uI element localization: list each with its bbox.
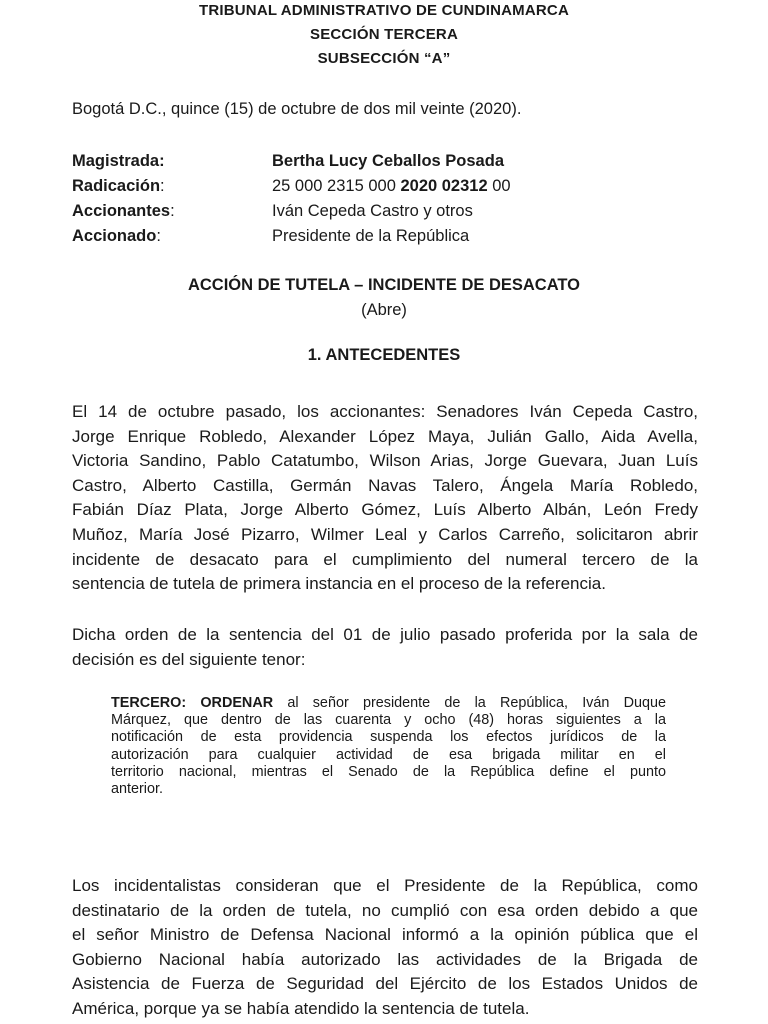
paragraph-line: decisión es del siguiente tenor: xyxy=(72,649,306,669)
accionantes-label-wrap xyxy=(72,202,272,221)
paragraph-orden xyxy=(72,623,698,672)
radicacion-value xyxy=(272,177,511,196)
paragraph-line: destinatario de la orden de tutela, no cumplió con esa orden debido a que xyxy=(72,900,698,920)
accionado-label-wrap xyxy=(72,227,272,246)
paragraph-line: sentencia de tutela de primera instancia en el proceso de la referencia. xyxy=(72,574,606,594)
paragraph-line: Gobierno Nacional había autorizado las actividades de la Brigada de xyxy=(72,949,698,969)
paragraph-line: Los incidentalistas consideran que el Presidente de la República, como xyxy=(72,876,698,895)
radicacion-colon: : xyxy=(160,177,165,195)
document-subtitle: (Abre) xyxy=(361,301,407,319)
paragraph-incidentalistas xyxy=(72,874,698,1022)
meta-accionado xyxy=(72,227,712,246)
radicacion-label: Radicación xyxy=(72,177,161,195)
quote-line: notificación de esta providencia suspenda los efectos jurídicos de la xyxy=(111,729,666,746)
quote-lead: TERCERO: ORDENAR xyxy=(111,695,274,711)
meta-magistrada xyxy=(72,152,712,171)
paragraph-line: Fabián Díaz Plata, Jorge Alberto Gómez, Luís Alberto Albán, León Fredy xyxy=(72,500,698,520)
magistrada-label: Magistrada: xyxy=(72,152,165,170)
paragraph-line: el señor Ministro de Defensa Nacional informó a la opinión pública que el xyxy=(72,925,698,945)
paragraph-line: incidente de desacato para el cumplimiento del numeral tercero de la xyxy=(72,549,698,569)
paragraph-line: Victoria Sandino, Pablo Catatumbo, Wilson Arias, Jorge Guevara, Juan Luís xyxy=(72,451,698,471)
paragraph-line: Asistencia de Fuerza de Seguridad del Ejército de los Estados Unidos de xyxy=(72,974,698,994)
section-name: SECCIÓN TERCERA xyxy=(309,26,458,43)
quote-line: Márquez, que dentro de las cuarenta y ocho (48) horas siguientes a la xyxy=(111,712,666,729)
quote-line: anterior. xyxy=(111,780,163,797)
accionado-colon: : xyxy=(156,227,161,245)
accionantes-value: Iván Cepeda Castro y otros xyxy=(272,202,473,220)
radicacion-value-b: 2020 02312 xyxy=(400,177,488,195)
radicacion-label-wrap xyxy=(72,177,272,196)
accionantes-colon: : xyxy=(170,202,175,220)
meta-radicacion xyxy=(72,177,712,196)
accionado-label: Accionado xyxy=(72,227,157,245)
paragraph-line: América, porque ya se había atendido la sentencia de tutela. xyxy=(72,998,530,1018)
section-heading: 1. ANTECEDENTES xyxy=(307,346,461,364)
paragraph-line: Dicha orden de la sentencia del 01 de julio pasado proferida por la sala de xyxy=(72,625,698,644)
quote-line: autorización para cualquier actividad de esa brigada militar en el xyxy=(111,746,666,763)
date-line: Bogotá D.C., quince (15) de octubre de dos mil veinte (2020). xyxy=(72,100,522,118)
quote-line xyxy=(111,695,666,712)
subsection-name: SUBSECCIÓN “A” xyxy=(317,50,451,67)
paragraph-line: El 14 de octubre pasado, los accionantes: Senadores Iván Cepeda Castro, xyxy=(72,402,698,421)
magistrada-value: Bertha Lucy Ceballos Posada xyxy=(272,152,504,170)
quote-line1-rest: al señor presidente de la República, Iván Duque xyxy=(273,695,667,711)
accionado-value: Presidente de la República xyxy=(272,227,470,245)
radicacion-value-a: 25 000 2315 000 xyxy=(272,177,401,195)
paragraph-line: Jorge Enrique Robledo, Alexander López Maya, Julián Gallo, Aida Avella, xyxy=(72,426,698,446)
paragraph-antecedentes xyxy=(72,400,698,597)
accionantes-label: Accionantes xyxy=(72,202,171,220)
quote-line: territorio nacional, mientras el Senado de la República define el punto xyxy=(111,763,666,780)
quoted-order xyxy=(111,695,666,798)
paragraph-line: Muñoz, María José Pizarro, Wilmer Leal y Carlos Carreño, solicitaron abrir xyxy=(72,524,698,544)
paragraph-line: Castro, Alberto Castilla, Germán Navas Talero, Ángela María Robledo, xyxy=(72,475,698,495)
court-name: TRIBUNAL ADMINISTRATIVO DE CUNDINAMARCA xyxy=(198,2,569,19)
meta-accionantes xyxy=(72,202,712,221)
radicacion-value-c: 00 xyxy=(487,177,511,195)
document-title: ACCIÓN DE TUTELA – INCIDENTE DE DESACATO xyxy=(187,276,581,294)
